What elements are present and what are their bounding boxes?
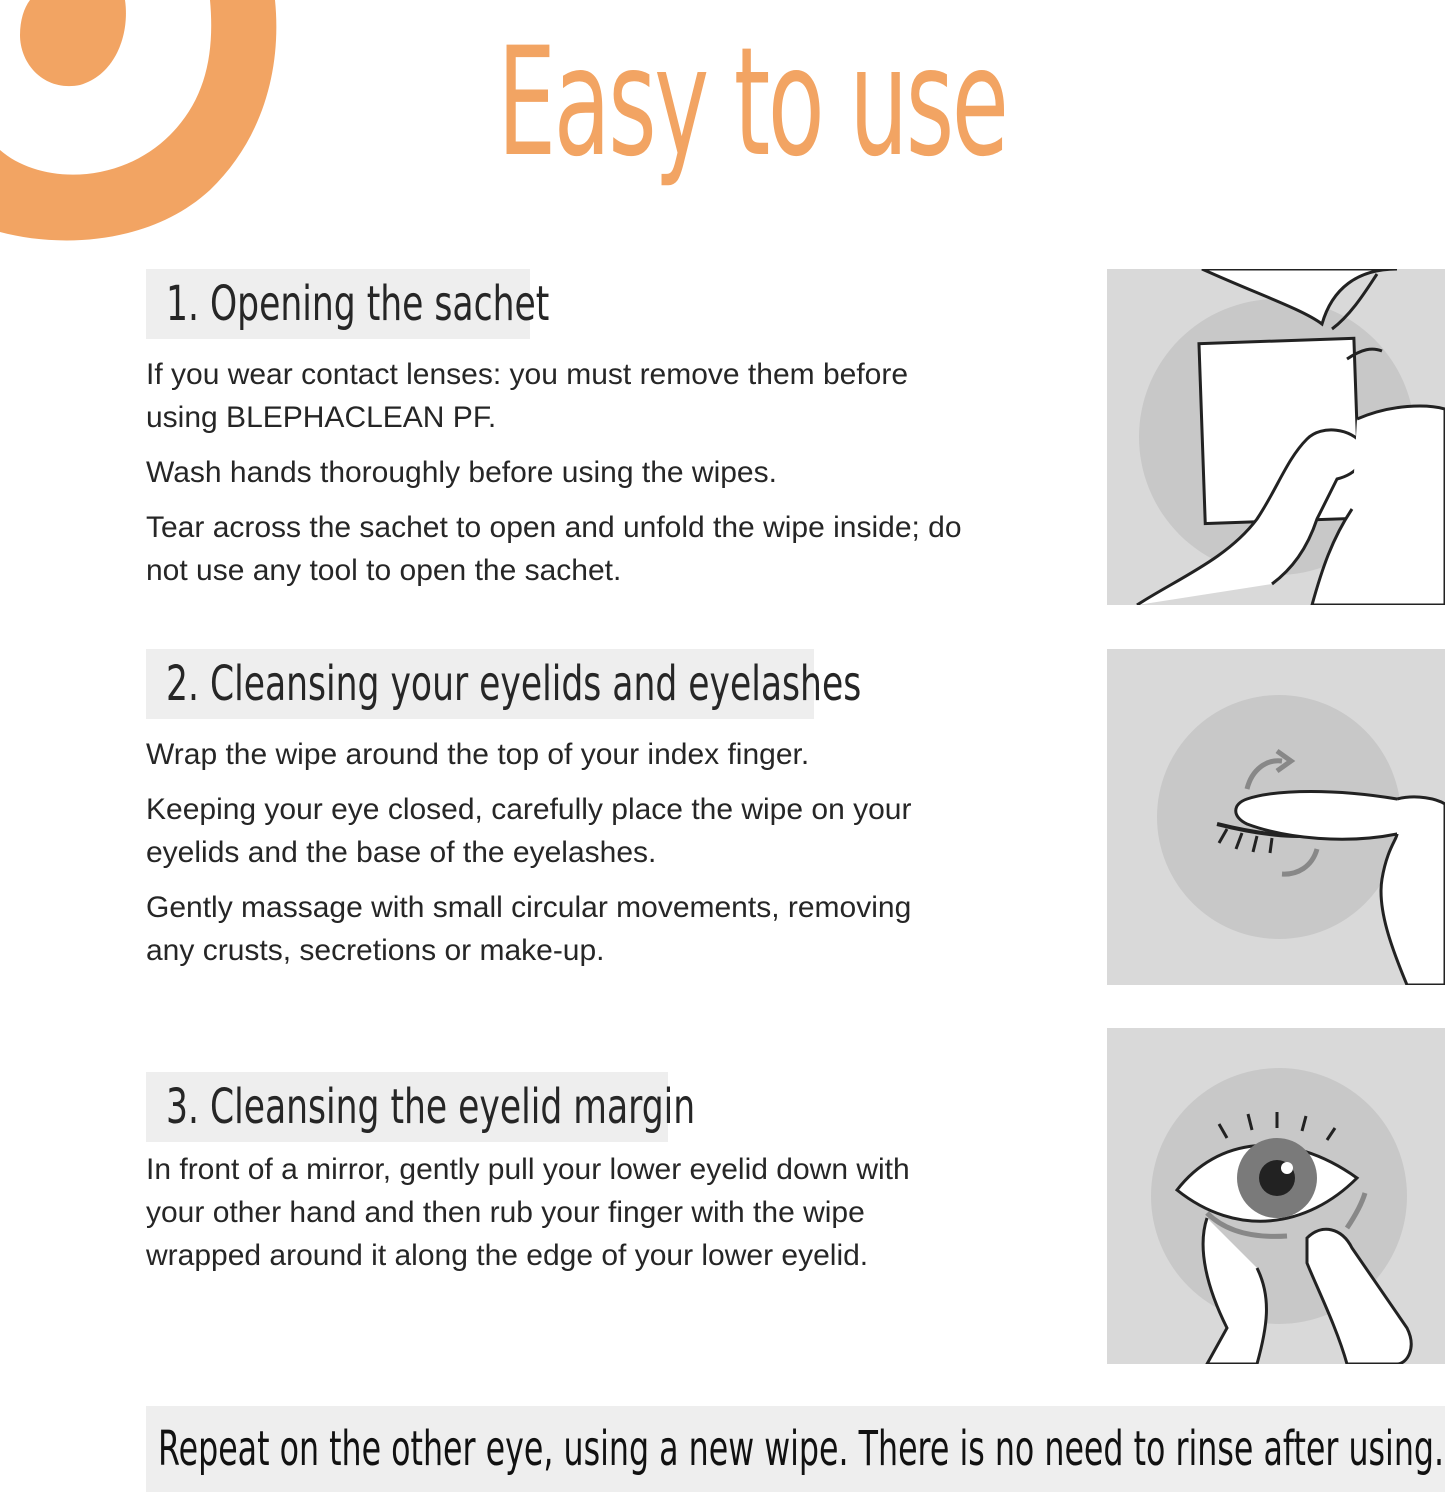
- section-1-paragraph: Wash hands thoroughly before using the wipes.: [146, 456, 777, 489]
- section-2-paragraph: Wrap the wipe around the top of your index finger.: [146, 738, 810, 771]
- section-1-paragraph: Tear across the sachet to open and unfold the wipe inside; do not use any tool to open the sachet.: [146, 511, 962, 587]
- eyelid-margin-illustration-icon: [1107, 1028, 1445, 1364]
- section-1-paragraph: If you wear contact lenses: you must remove them before using BLEPHACLEAN PF.: [146, 358, 909, 434]
- section-3-paragraph: In front of a mirror, gently pull your lower eyelid down with your other hand and then rub your finger with the wipe wrapped around it along the edge of your lower eyelid.: [146, 1153, 910, 1272]
- section-heading-opening: [146, 269, 550, 339]
- footer-banner: [146, 1406, 1445, 1492]
- section-heading-text: 3. Cleansing the eyelid margin: [166, 1079, 696, 1135]
- section-2-paragraph: Gently massage with small circular movements, removing any crusts, secretions or make-up.: [146, 891, 912, 967]
- eyelid-cleansing-illustration-icon: [1107, 649, 1445, 985]
- brand-logo-icon: [0, 0, 290, 250]
- section-heading-text: 2. Cleansing your eyelids and eyelashes: [166, 656, 862, 712]
- footer-text: Repeat on the other eye, using a new wipe. There is no need to rinse after using.: [158, 1421, 1445, 1477]
- section-heading-margin: [146, 1072, 696, 1142]
- sachet-opening-illustration-icon: [1107, 269, 1445, 605]
- page-title: Easy to use: [497, 16, 1007, 190]
- section-2-paragraph: Keeping your eye closed, carefully place the wipe on your eyelids and the base of the eyelashes.: [146, 793, 912, 869]
- section-heading-text: 1. Opening the sachet: [166, 276, 550, 332]
- section-heading-eyelids: [146, 649, 862, 719]
